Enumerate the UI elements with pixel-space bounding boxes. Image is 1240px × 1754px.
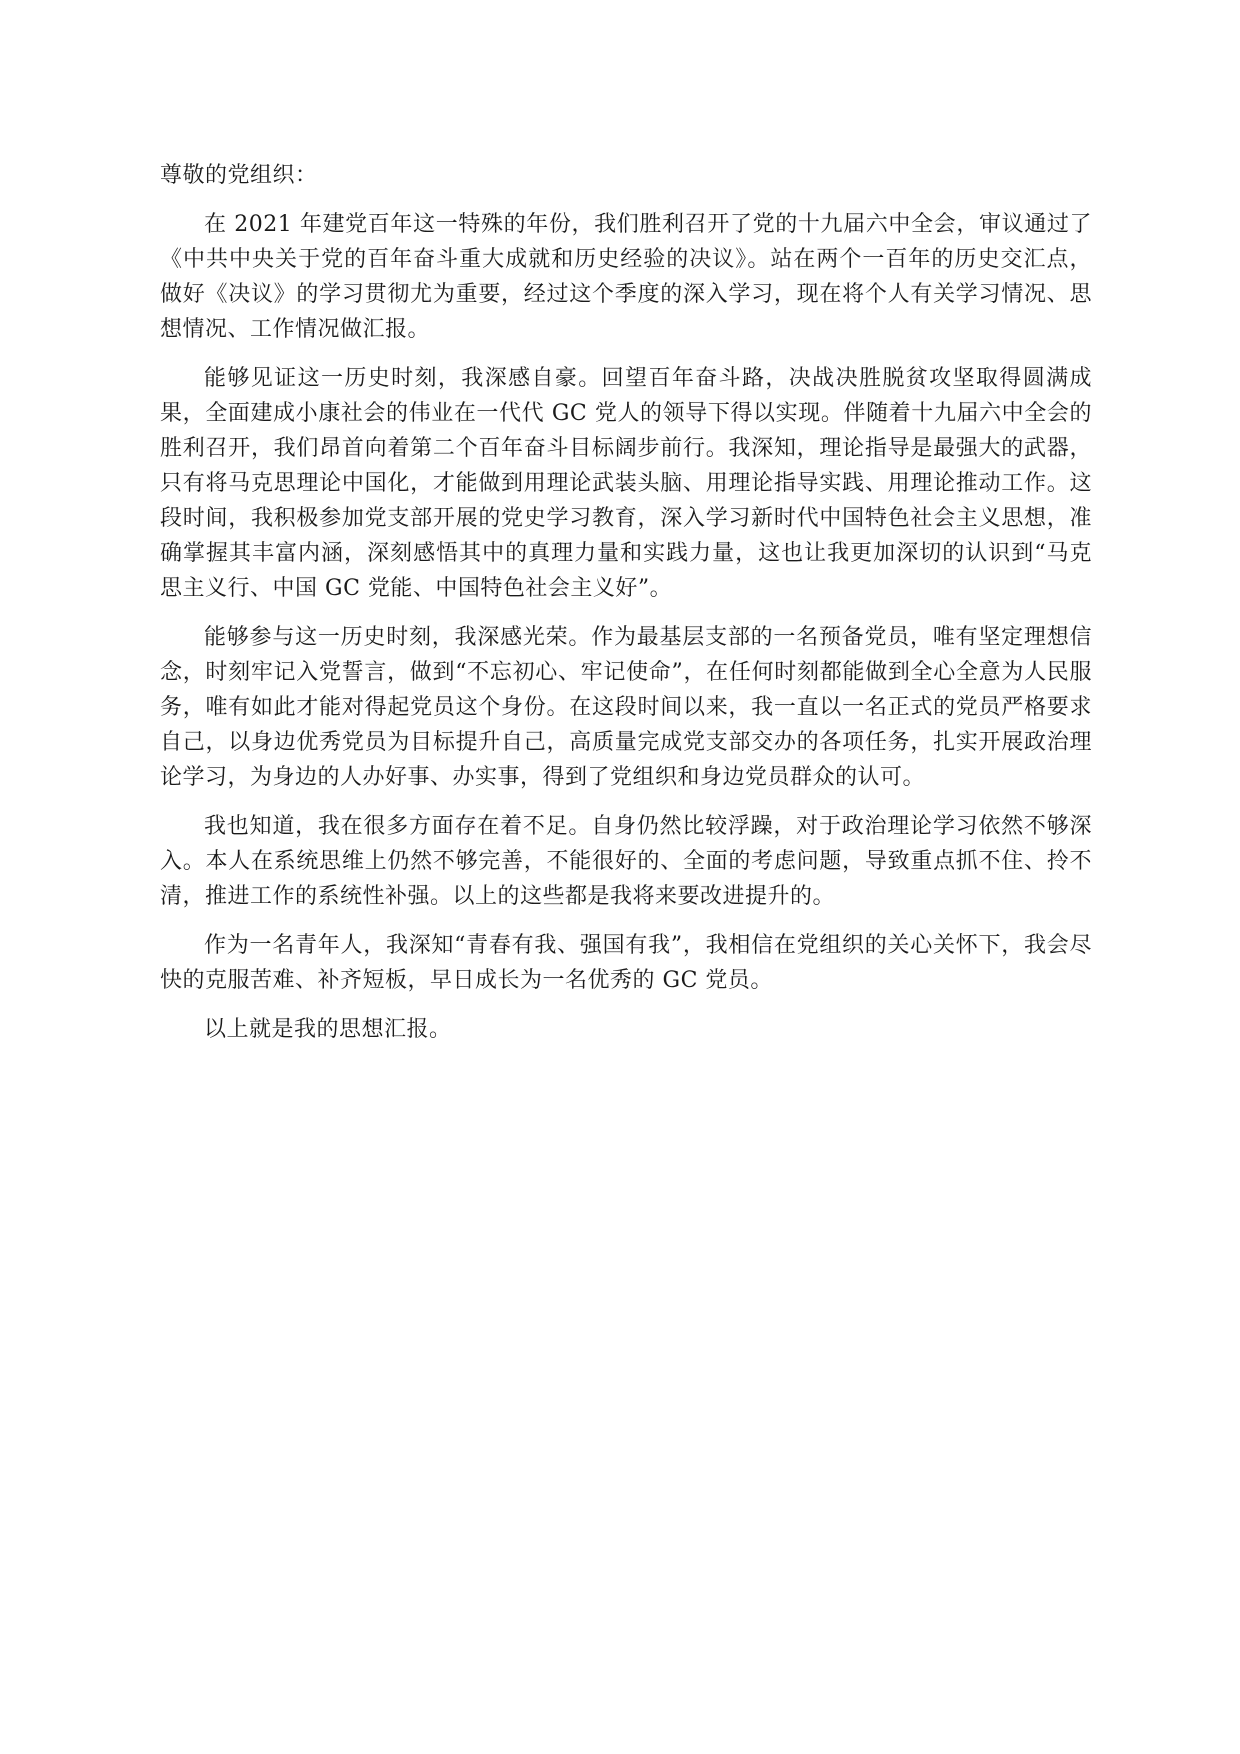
paragraph-2: 能够见证这一历史时刻，我深感自豪。回望百年奋斗路，决战决胜脱贫攻坚取得圆满成果，全面建成小康社会的伟业在一代代 GC 党人的领导下得以实现。伴随着十九届六中全会的胜利召开，我们昂首向着第二个百年奋斗目标阔步前行。我深知，理论指导是最强大的武器，只有将马克思理论中国化，才能做到用理论武装头脑、用理论指导实践、用理论推动工作。这段时间，我积极参加党支部开展的党史学习教育，深入学习新时代中国特色社会主义思想，准确掌握其丰富内涵，深刻感悟其中的真理力量和实践力量，这也让我更加深切的认识到“马克思主义行、中国 GC 党能、中国特色社会主义好”。 [160, 366, 1092, 601]
paragraph-3: 能够参与这一历史时刻，我深感光荣。作为最基层支部的一名预备党员，唯有坚定理想信念，时刻牢记入党誓言，做到“不忘初心、牢记使命”，在任何时刻都能做到全心全意为人民服务，唯有如此才能对得起党员这个身份。在这段时间以来，我一直以一名正式的党员严格要求自己，以身边优秀党员为目标提升自己，高质量完成党支部交办的各项任务，扎实开展政治理论学习，为身边的人办好事、办实事，得到了党组织和身边党员群众的认可。 [160, 625, 1092, 790]
paragraph-5: 作为一名青年人，我深知“青春有我、强国有我”，我相信在党组织的关心关怀下，我会尽快的克服苦难、补齐短板，早日成长为一名优秀的 GC 党员。 [160, 933, 1092, 993]
paragraph-1: 在 2021 年建党百年这一特殊的年份，我们胜利召开了党的十九届六中全会，审议通过了《中共中央关于党的百年奋斗重大成就和历史经验的决议》。站在两个一百年的历史交汇点，做好《决议》的学习贯彻尤为重要，经过这个季度的深入学习，现在将个人有关学习情况、思想情况、工作情况做汇报。 [160, 212, 1092, 342]
salutation: 尊敬的党组织： [160, 163, 318, 188]
paragraph-6: 以上就是我的思想汇报。 [204, 1017, 452, 1042]
document-body [160, 158, 1092, 1061]
paragraph-4: 我也知道，我在很多方面存在着不足。自身仍然比较浮躁，对于政治理论学习依然不够深入。本人在系统思维上仍然不够完善，不能很好的、全面的考虑问题，导致重点抓不住、拎不清，推进工作的系统性补强。以上的这些都是我将来要改进提升的。 [160, 814, 1092, 909]
